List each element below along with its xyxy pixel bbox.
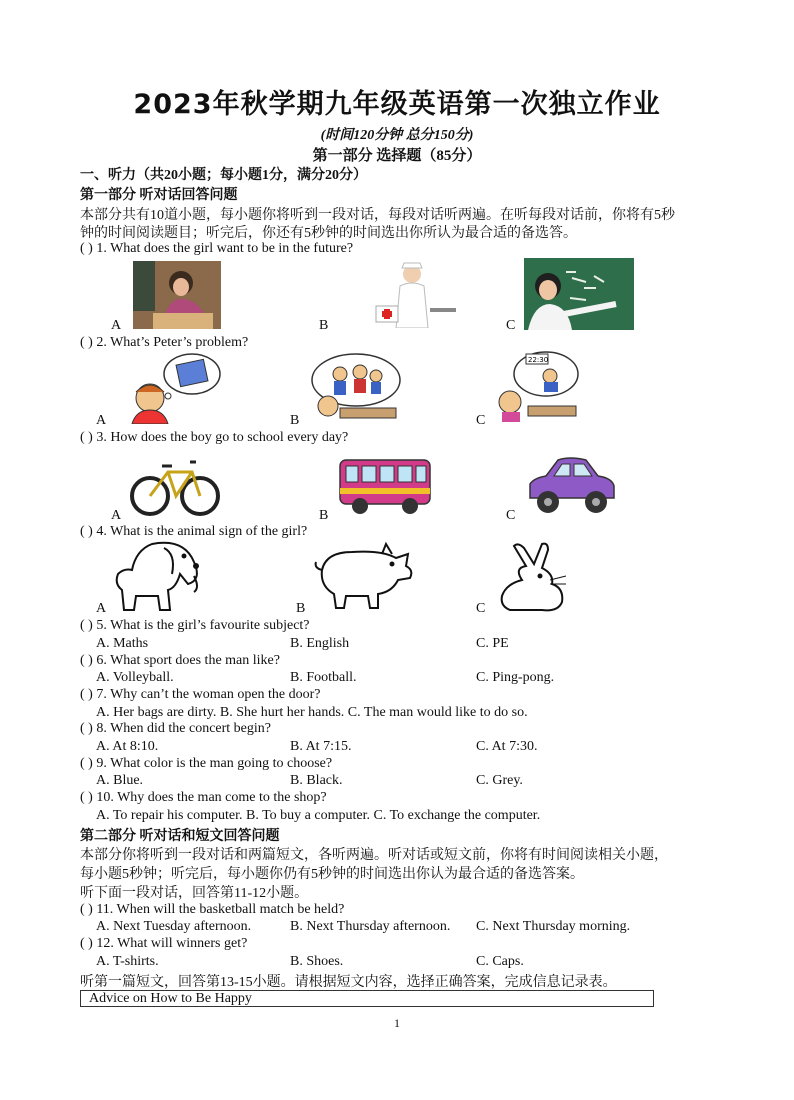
q8-option-a: A. At 8:10. <box>96 739 159 754</box>
clock-text: 22:30 <box>528 356 549 364</box>
q2-image-b <box>310 352 402 422</box>
q8-option-b: B. At 7:15. <box>290 739 352 754</box>
q9-option-b: B. Black. <box>290 773 343 788</box>
q5-option-b: B. English <box>290 636 350 651</box>
question-12: ( ) 12. What will winners get? <box>80 936 248 951</box>
part2-intro-line1: 本部分你将听到一段对话和两篇短文，各听两遍。听对话或短文前，你将有时间阅读相关小题， <box>80 848 668 863</box>
q11-option-a: A. Next Tuesday afternoon. <box>96 919 252 934</box>
part2-intro-line2: 每小题5秒钟；听完后，每小题你仍有5秒钟的时间选出你认为最合适的备选答案。 <box>80 867 584 882</box>
q12-option-b: B. Shoes. <box>290 954 344 969</box>
q12-option-a: A. T-shirts. <box>96 954 159 969</box>
question-2: ( ) 2. What’s Peter’s problem? <box>80 335 249 350</box>
q10-options: A. To repair his computer. B. To buy a computer. C. To exchange the computer. <box>96 808 541 823</box>
question-8: ( ) 8. When did the concert begin? <box>80 721 272 736</box>
q4-label-a: A <box>96 601 107 616</box>
part1-intro-line1: 本部分共有10道小题，每小题你将听到一段对话，每段对话听两遍。在听每段对话前，你将有5秒 <box>80 208 675 223</box>
section-heading: 一、听力（共20小题；每小题1分，满分20分） <box>80 168 367 183</box>
time-note: (时间120分钟 总分150分) <box>320 128 474 143</box>
q4-image-c-rabbit <box>492 540 576 614</box>
q1-image-c <box>524 258 634 330</box>
q6-option-a: A. Volleyball. <box>96 670 174 685</box>
part2-intro-line3: 听下面一段对话，回答第11-12小题。 <box>80 886 309 901</box>
question-11: ( ) 11. When will the basketball match be held? <box>80 902 345 917</box>
question-9: ( ) 9. What color is the man going to choose? <box>80 756 333 771</box>
info-table-title: Advice on How to Be Happy <box>80 990 654 1007</box>
q1-image-a <box>133 261 221 329</box>
question-4: ( ) 4. What is the animal sign of the girl? <box>80 524 308 539</box>
q6-option-c: C. Ping-pong. <box>476 670 555 685</box>
q3-label-a: A <box>111 508 122 523</box>
q1-label-b: B <box>319 318 329 333</box>
q5-option-c: C. PE <box>476 636 509 651</box>
part-title: 第一部分 选择题（85分） <box>312 148 482 164</box>
q3-label-c: C <box>506 508 516 523</box>
question-1: ( ) 1. What does the girl want to be in the future? <box>80 241 354 256</box>
q4-label-b: B <box>296 601 306 616</box>
q7-options: A. Her bags are dirty. B. She hurt her hands. C. The man would like to do so. <box>96 705 528 720</box>
part1-heading: 第一部分 听对话回答问题 <box>80 188 238 203</box>
q1-label-a: A <box>111 318 122 333</box>
q9-option-c: C. Grey. <box>476 773 523 788</box>
q4-image-b-pig <box>312 540 416 612</box>
q5-option-a: A. Maths <box>96 636 149 651</box>
question-5: ( ) 5. What is the girl’s favourite subject? <box>80 618 310 633</box>
q11-option-c: C. Next Thursday morning. <box>476 919 631 934</box>
passage1-intro: 听第一篇短文，回答第13-15小题。请根据短文内容，选择正确答案，完成信息记录表。 <box>80 975 617 990</box>
part1-intro-line2: 钟的时间阅读题目；听完后，你还有5秒钟的时间选出你所认为最合适的备选答。 <box>80 226 577 241</box>
page-title: 2023年秋学期九年级英语第一次独立作业 <box>133 89 661 120</box>
q2-label-a: A <box>96 413 107 428</box>
q1-label-c: C <box>506 318 516 333</box>
q1-image-b <box>368 262 460 328</box>
q3-image-a <box>130 448 220 518</box>
q12-option-c: C. Caps. <box>476 954 524 969</box>
question-7: ( ) 7. Why can’t the woman open the door? <box>80 687 321 702</box>
q3-label-b: B <box>319 508 329 523</box>
q2-image-a <box>122 352 222 424</box>
q9-option-a: A. Blue. <box>96 773 144 788</box>
part2-heading: 第二部分 听对话和短文回答问题 <box>80 829 280 844</box>
question-3: ( ) 3. How does the boy go to school every day? <box>80 430 349 445</box>
q3-image-b <box>338 458 432 516</box>
question-10: ( ) 10. Why does the man come to the shop? <box>80 790 327 805</box>
question-6: ( ) 6. What sport does the man like? <box>80 653 280 668</box>
q4-label-c: C <box>476 601 486 616</box>
q6-option-b: B. Football. <box>290 670 357 685</box>
q8-option-c: C. At 7:30. <box>476 739 538 754</box>
q11-option-b: B. Next Thursday afternoon. <box>290 919 451 934</box>
q3-image-c <box>524 452 616 518</box>
q4-image-a-dog <box>110 540 210 614</box>
q2-label-c: C <box>476 413 486 428</box>
page-number: 1 <box>394 1016 400 1030</box>
q2-image-c <box>492 350 580 422</box>
q2-label-b: B <box>290 413 300 428</box>
